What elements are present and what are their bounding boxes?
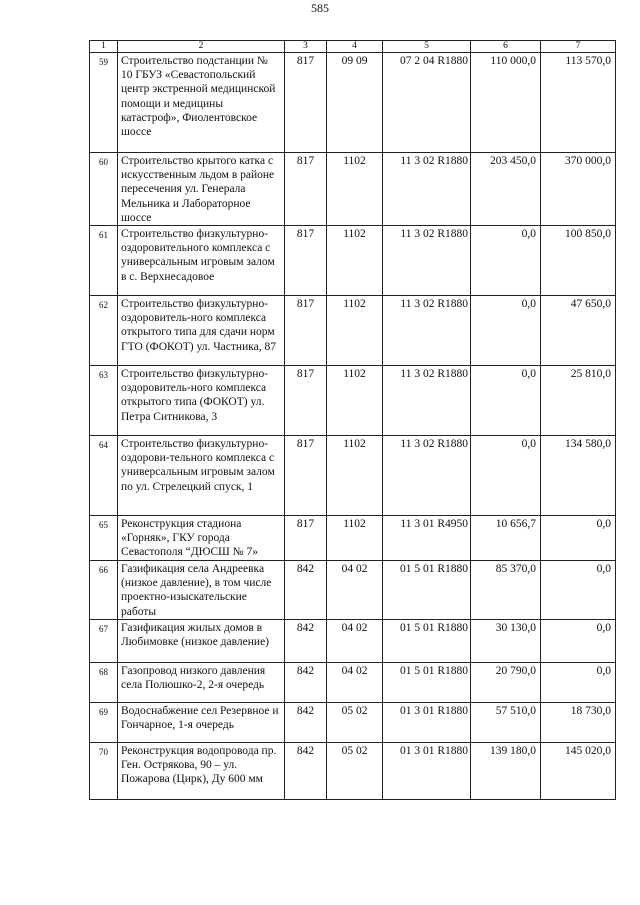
section-code: 1102	[327, 516, 383, 561]
amount-year-2: 100 850,0	[541, 226, 616, 296]
column-header: 5	[383, 41, 471, 53]
budget-table	[89, 40, 616, 800]
object-name: Строительство подстанции № 10 ГБУЗ «Севастопольский центр экстренной медицинской помощи и медицины катастроф», Фиолентовское шоссе	[118, 53, 285, 153]
amount-year-1: 0,0	[471, 436, 541, 516]
department-code: 842	[285, 561, 327, 620]
row-number: 63	[90, 366, 118, 436]
object-name: Газификация села Андреевка (низкое давление), в том числе проектно-изыскательские работы	[118, 561, 285, 620]
amount-year-2: 18 730,0	[541, 702, 616, 742]
department-code: 817	[285, 366, 327, 436]
table-row	[90, 436, 616, 516]
amount-year-2: 370 000,0	[541, 153, 616, 226]
amount-year-1: 20 790,0	[471, 662, 541, 702]
object-name: Строительство крытого катка с искусственным льдом в районе пересечения ул. Генерала Мельника и Лабораторное шоссе	[118, 153, 285, 226]
amount-year-1: 0,0	[471, 366, 541, 436]
table-row	[90, 296, 616, 366]
object-name: Строительство физкультурно-оздоровитель-ного комплекса открытого типа для сдачи норм ГТО (ФОКОТ) ул. Частника, 87	[118, 296, 285, 366]
object-name: Водоснабжение сел Резервное и Гончарное, 1-я очередь	[118, 702, 285, 742]
target-article-code: 01 3 01 R1880	[383, 742, 471, 799]
section-code: 1102	[327, 366, 383, 436]
section-code: 05 02	[327, 742, 383, 799]
object-name: Реконструкция водопровода пр. Ген. Острякова, 90 – ул. Пожарова (Цирк), Ду 600 мм	[118, 742, 285, 799]
target-article-code: 11 3 02 R1880	[383, 226, 471, 296]
department-code: 817	[285, 296, 327, 366]
object-name: Газификация жилых домов в Любимовке (низкое давление)	[118, 619, 285, 662]
section-code: 1102	[327, 296, 383, 366]
section-code: 09 09	[327, 53, 383, 153]
amount-year-1: 85 370,0	[471, 561, 541, 620]
row-number: 62	[90, 296, 118, 366]
department-code: 817	[285, 436, 327, 516]
section-code: 1102	[327, 226, 383, 296]
row-number: 60	[90, 153, 118, 226]
department-code: 817	[285, 516, 327, 561]
table-row	[90, 702, 616, 742]
header-row	[90, 41, 616, 53]
amount-year-2: 25 810,0	[541, 366, 616, 436]
target-article-code: 01 5 01 R1880	[383, 619, 471, 662]
row-number: 67	[90, 619, 118, 662]
department-code: 817	[285, 226, 327, 296]
table-row	[90, 153, 616, 226]
amount-year-1: 110 000,0	[471, 53, 541, 153]
amount-year-2: 47 650,0	[541, 296, 616, 366]
amount-year-2: 0,0	[541, 662, 616, 702]
target-article-code: 11 3 01 R4950	[383, 516, 471, 561]
column-header: 6	[471, 41, 541, 53]
row-number: 70	[90, 742, 118, 799]
amount-year-2: 0,0	[541, 619, 616, 662]
target-article-code: 01 3 01 R1880	[383, 702, 471, 742]
amount-year-1: 10 656,7	[471, 516, 541, 561]
table-row	[90, 561, 616, 620]
target-article-code: 01 5 01 R1880	[383, 561, 471, 620]
row-number: 69	[90, 702, 118, 742]
object-name: Газопровод низкого давления села Полюшко-2, 2-я очередь	[118, 662, 285, 702]
target-article-code: 11 3 02 R1880	[383, 366, 471, 436]
object-name: Строительство физкультурно-оздоровительного комплекса с универсальным игровым залом в с. Верхнесадовое	[118, 226, 285, 296]
amount-year-1: 139 180,0	[471, 742, 541, 799]
department-code: 817	[285, 53, 327, 153]
department-code: 842	[285, 662, 327, 702]
column-header: 3	[285, 41, 327, 53]
section-code: 05 02	[327, 702, 383, 742]
department-code: 842	[285, 619, 327, 662]
amount-year-2: 134 580,0	[541, 436, 616, 516]
table-row	[90, 662, 616, 702]
row-number: 65	[90, 516, 118, 561]
department-code: 842	[285, 702, 327, 742]
amount-year-1: 203 450,0	[471, 153, 541, 226]
section-code: 1102	[327, 153, 383, 226]
section-code: 1102	[327, 436, 383, 516]
table-row	[90, 742, 616, 799]
section-code: 04 02	[327, 561, 383, 620]
page-number: 585	[311, 1, 329, 15]
object-name: Строительство физкультурно-оздорови-тельного комплекса с универсальным игровым залом по ул. Стрелецкий спуск, 1	[118, 436, 285, 516]
object-name: Строительство физкультурно-оздоровитель-ного комплекса открытого типа (ФОКОТ) ул. Петра Ситникова, 3	[118, 366, 285, 436]
target-article-code: 07 2 04 R1880	[383, 53, 471, 153]
table-row	[90, 53, 616, 153]
table-row	[90, 226, 616, 296]
amount-year-1: 57 510,0	[471, 702, 541, 742]
target-article-code: 01 5 01 R1880	[383, 662, 471, 702]
table-row	[90, 366, 616, 436]
row-number: 68	[90, 662, 118, 702]
table-row	[90, 516, 616, 561]
section-code: 04 02	[327, 662, 383, 702]
amount-year-2: 113 570,0	[541, 53, 616, 153]
table-row	[90, 619, 616, 662]
row-number: 66	[90, 561, 118, 620]
column-header: 1	[90, 41, 118, 53]
amount-year-1: 0,0	[471, 296, 541, 366]
row-number: 59	[90, 53, 118, 153]
column-header: 2	[118, 41, 285, 53]
row-number: 64	[90, 436, 118, 516]
amount-year-1: 30 130,0	[471, 619, 541, 662]
department-code: 817	[285, 153, 327, 226]
amount-year-2: 0,0	[541, 561, 616, 620]
object-name: Реконструкция стадиона «Горняк», ГКУ города Севастополя “ДЮСШ № 7»	[118, 516, 285, 561]
section-code: 04 02	[327, 619, 383, 662]
amount-year-1: 0,0	[471, 226, 541, 296]
department-code: 842	[285, 742, 327, 799]
amount-year-2: 0,0	[541, 516, 616, 561]
column-header: 4	[327, 41, 383, 53]
target-article-code: 11 3 02 R1880	[383, 153, 471, 226]
column-header: 7	[541, 41, 616, 53]
row-number: 61	[90, 226, 118, 296]
amount-year-2: 145 020,0	[541, 742, 616, 799]
target-article-code: 11 3 02 R1880	[383, 296, 471, 366]
target-article-code: 11 3 02 R1880	[383, 436, 471, 516]
